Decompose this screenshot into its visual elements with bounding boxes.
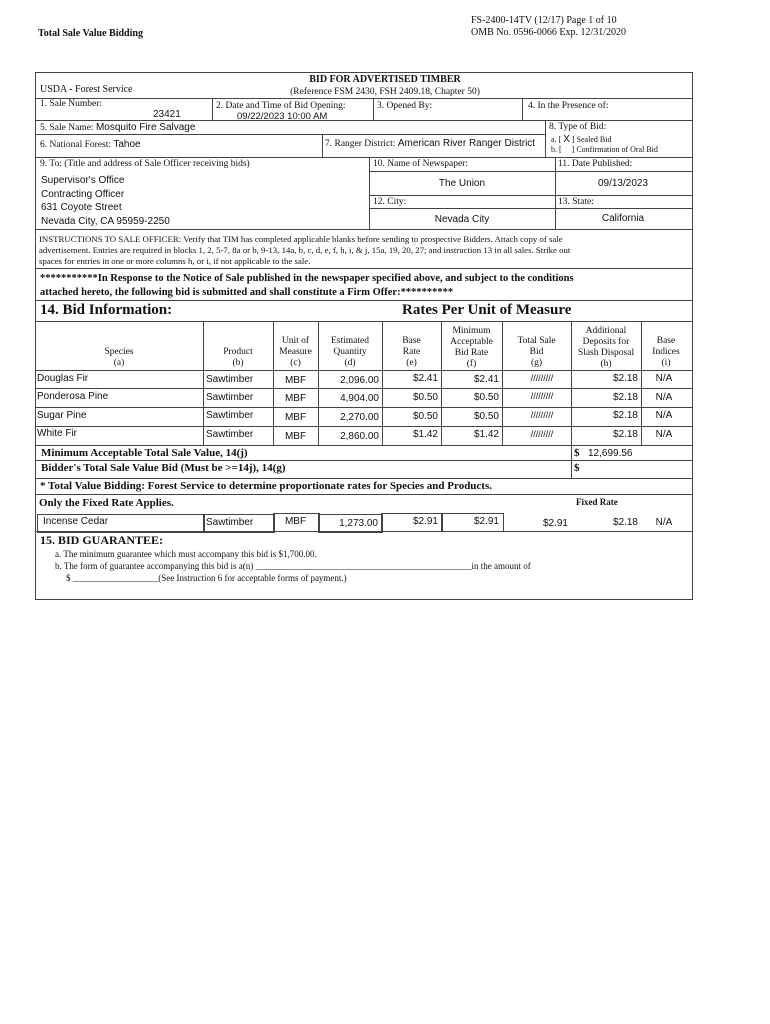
instructions-block: INSTRUCTIONS TO SALE OFFICER: Verify that TIM has completed applicable blanks before sending to prospective Bidders. Attach copy of sale advertisement. Entries are required in blocks 1, 2, 5-7, 8a or b, 9-13, 14a, b, c, d, e, f, h, i, & j, 15a, 19, 20, 27; and instruction 13 in all sales. Strike out spaces for entries in one or more columns h, or i, if not applicable to the sale.	[39, 234, 571, 266]
form-title: BID FOR ADVERTISED TIMBER	[309, 74, 461, 85]
indices-column-header: Base Indices (i)	[652, 336, 680, 368]
form-reference: (Reference FSM 2430, FSH 2409.18, Chapter 50)	[290, 87, 480, 97]
bid-guarantee-title: 15. BID GUARANTEE:	[40, 533, 164, 547]
fixed-rate-note: Only the Fixed Rate Applies.	[39, 497, 174, 509]
ranger-district-value[interactable]: American River Ranger District	[397, 138, 536, 149]
table-row[interactable]: White Fir Sawtimber MBF 2,860.00 $1.42 $1.42 ///////// $2.18 N/A	[37, 428, 673, 442]
type-of-bid-label: 8. Type of Bid:	[549, 122, 607, 132]
table-row[interactable]: Ponderosa Pine Sawtimber MBF 4,904.00 $0.50 $0.50 ///////// $2.18 N/A	[37, 391, 673, 404]
city-label: 12. City:	[373, 197, 407, 207]
guarantee-line-a: a. The minimum guarantee which must accompany this bid is $1,700.00.	[55, 549, 317, 559]
guarantee-line-b[interactable]: b. The form of guarantee accompanying this bid is a(n) ________________________________________________in the amount of	[55, 561, 531, 571]
total-value-note: * Total Value Bidding: Forest Service to determine proportionate rates for Species and Products.	[40, 480, 493, 492]
agency-label: USDA - Forest Service	[40, 84, 133, 95]
fixed-rate-header: Fixed Rate	[576, 497, 618, 507]
base-rate-column-header: Base Rate (e)	[402, 336, 421, 368]
newspaper-value[interactable]: The Union	[438, 178, 486, 189]
to-label: 9. To: (Title and address of Sale Officer receiving bids)	[40, 159, 250, 169]
omb-number: OMB No. 0596-0066 Exp. 12/31/2020	[471, 27, 626, 38]
national-forest-field	[40, 139, 141, 150]
national-forest-value[interactable]: Tahoe	[113, 139, 141, 150]
national-forest-label: 6. National Forest:	[40, 140, 111, 150]
sale-officer-address[interactable]: Supervisor's Office Contracting Officer 631 Coyote Street Nevada City, CA 95959-2250	[41, 175, 170, 227]
sale-name-value[interactable]: Mosquito Fire Salvage	[95, 122, 196, 133]
fixed-rate-row[interactable]: Incense Cedar Sawtimber MBF 1,273.00 $2.91 $2.91 $2.91 $2.18 N/A	[43, 516, 673, 529]
total-bid-column-header: Total Sale Bid (g)	[517, 336, 556, 368]
form-number: FS-2400-14TV (12/17) Page 1 of 10	[471, 15, 617, 26]
table-row[interactable]: Douglas Fir Sawtimber MBF 2,096.00 $2.41 $2.41 ///////// $2.18 N/A	[37, 373, 673, 386]
bid-type-options	[551, 135, 658, 155]
form-number-block	[471, 15, 626, 39]
guarantee-line-c[interactable]: $ ___________________(See Instruction 6 for acceptable forms of payment.)	[66, 573, 347, 583]
bid-opening-value[interactable]: 09/22/2023 10:00 AM	[237, 111, 328, 122]
min-total-dollar: $	[574, 447, 580, 459]
bid-opening-label: 2. Date and Time of Bid Opening:	[216, 101, 346, 111]
oral-bid-option[interactable]: b. [ ] Confirmation of Oral Bid	[551, 145, 658, 154]
quantity-column-header: Estimated Quantity (d)	[331, 336, 369, 368]
rates-title: Rates Per Unit of Measure	[402, 302, 572, 318]
bidder-total-dollar: $	[574, 462, 580, 474]
min-rate-column-header: Minimum Acceptable Bid Rate (f)	[450, 326, 493, 369]
state-value[interactable]: California	[601, 213, 645, 224]
bidder-total-label: Bidder's Total Sale Value Bid (Must be >=14j), 14(g)	[41, 462, 286, 474]
city-value[interactable]: Nevada City	[434, 214, 490, 225]
newspaper-label: 10. Name of Newspaper:	[373, 159, 468, 169]
table-row[interactable]: Sugar Pine Sawtimber MBF 2,270.00 $0.50 $0.50 ///////// $2.18 N/A	[37, 410, 673, 423]
sale-name-label: 5. Sale Name:	[40, 123, 94, 133]
deposits-column-header: Additional Deposits for Slash Disposal (h)	[577, 326, 635, 369]
product-column-header: Product (b)	[223, 347, 253, 368]
sale-name-field	[40, 122, 195, 133]
sealed-bid-checkmark: X	[563, 134, 570, 145]
unit-column-header: Unit of Measure (c)	[279, 336, 312, 368]
document-title: Total Sale Value Bidding	[38, 28, 143, 39]
bid-guarantee-lines	[55, 548, 531, 584]
min-total-label: Minimum Acceptable Total Sale Value, 14(j)	[41, 447, 248, 459]
presence-label: 4. In the Presence of:	[528, 101, 609, 111]
date-published-value[interactable]: 09/13/2023	[597, 178, 649, 189]
ranger-district-label: 7. Ranger District:	[325, 139, 396, 149]
ranger-district-field	[325, 138, 535, 149]
species-column-header: Species (a)	[104, 347, 134, 368]
sealed-bid-option[interactable]: a. [ X ] Sealed Bid	[551, 134, 612, 145]
state-label: 13. State:	[558, 197, 594, 207]
sale-number-label: 1. Sale Number:	[40, 99, 103, 109]
bid-information-title: 14. Bid Information:	[40, 302, 173, 318]
firm-offer-statement: ***********In Response to the Notice of Sale published in the newspaper specified above, and subject to the conditions attached hereto, the following bid is submitted and shall constitute a Firm Offer:**********	[40, 273, 574, 298]
min-total-value: 12,699.56	[588, 448, 633, 459]
date-published-label: 11. Date Published:	[558, 159, 633, 169]
opened-by-label: 3. Opened By:	[377, 101, 433, 111]
sale-number-value[interactable]: 23421	[153, 109, 181, 120]
